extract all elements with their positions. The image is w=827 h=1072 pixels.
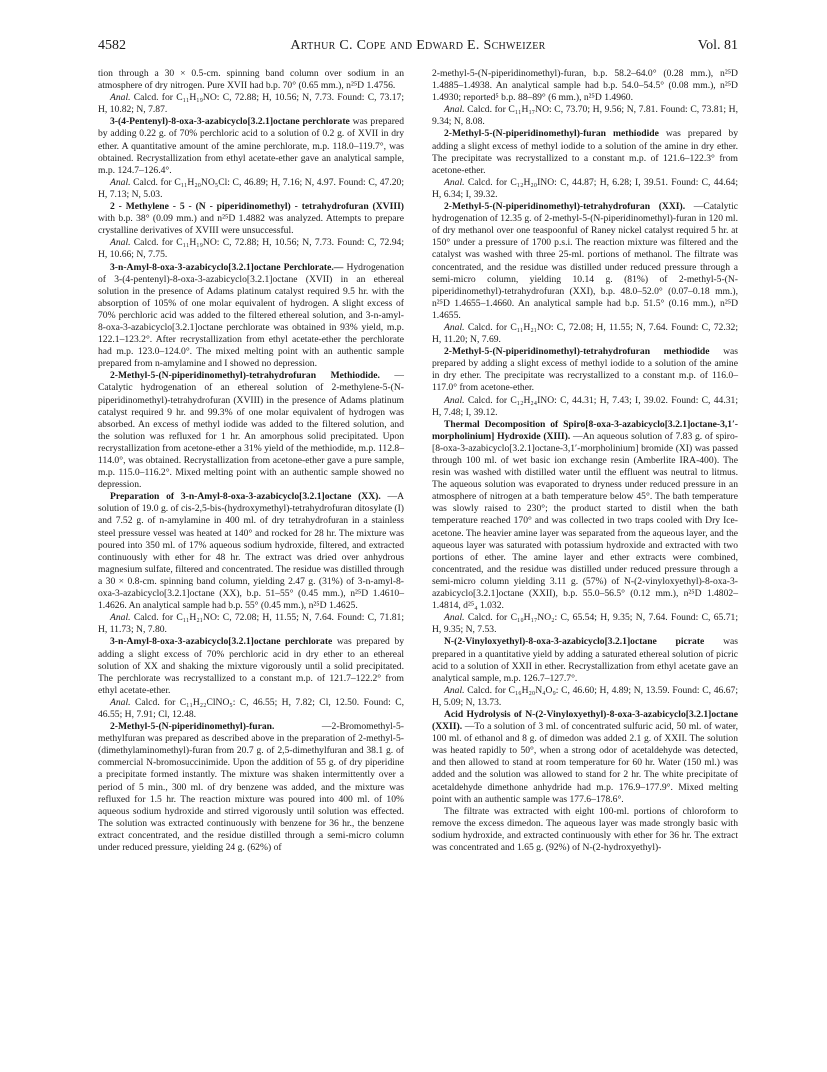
paragraph-text: —An aqueous solution of 7.83 g. of spiro-[8-oxa-3-azabicyclo[3.2.1]octane-3,1′-morpholinium] bromide (XI) was passed through 100 ml. of wet basic ion exchange resin (Amberlite IRA-400). The resin was washed with distilled water until the effluent was neutral to litmus. The aqueous solution was evaporated to dryness under reduced pressure in an atmosphere of nitrogen at a bath temperature below 45°. The bath temperature was slowly raised to 230°; the product started to distil when the bath temperature reached 170° and was collected in two traps cooled with Dry Ice-acetone. The heavier amine layer was separated from the aqueous layer, and the aqueous layer was saturated with potassium hydroxide and extracted with two portions of ether. The amine layer and ether extracts were combined, concentrated, and the residue was distilled under reduced pressure through a semi-micro column yielding 3.11 g. (57%) of N-(2-vinyloxyethyl)-8-oxa-3-azabicyclo[3.2.1]octane (XXII), b.p. 55.0–56.5° (0.12 mm.), n²⁵D 1.4802–1.4814, d²⁵₄ 1.032. <box>432 430 738 612</box>
right-column <box>432 68 738 854</box>
analysis-label: Anal. <box>444 176 465 188</box>
paragraph-text: Calcd. for C₁₁H₁₉NO: C, 72.88; H, 10.56; N, 7.73. Found: C, 73.17; H, 10.82; N, 7.87. <box>98 92 405 116</box>
paragraph <box>432 201 738 322</box>
analysis-label: Anal. <box>444 104 465 116</box>
paragraph <box>432 346 738 394</box>
paragraph <box>432 806 738 854</box>
paragraph-heading: N-(2-Vinyloxyethyl)-8-oxa-3-azabicyclo[3.2.1]octane picrate <box>444 636 705 648</box>
paragraph <box>432 709 738 806</box>
paragraph <box>98 697 404 721</box>
paragraph-heading: 3-(4-Pentenyl)-8-oxa-3-azabicyclo[3.2.1]octane perchlorate <box>110 116 350 128</box>
paragraph-text: with b.p. 38° (0.09 mm.) and n²⁵D 1.4882 was analyzed. Attempts to prepare crystalline derivatives of XVIII were unsuccessful. <box>98 213 404 237</box>
paragraph-text: Calcd. for C₁₆H₂₀N₄O₉: C, 46.60; H, 4.89; N, 13.59. Found: C, 46.67; H, 5.09; N, 13.73. <box>432 684 738 708</box>
paragraph <box>98 721 404 854</box>
analysis-label: Anal. <box>110 237 131 249</box>
paragraph <box>98 201 404 237</box>
paragraph-text: Calcd. for C₁₂H₂₄INO: C, 44.31; H, 7.43; I, 39.02. Found: C, 44.31; H, 7.48; I, 39.12. <box>432 394 738 418</box>
paragraph-text: —A solution of 19.0 g. of cis-2,5-bis-(hydroxymethyl)-tetrahydrofuran ditosylate (I) and 7.52 g. of n-amylamine in 400 ml. of dry tetrahydrofuran in a stainless steel pressure vessel was heated at 140° and rocked for 28 hr. The mixture was poured into 350 ml. of 17% aqueous sodium hydroxide, filtered, and extracted continuously with ether for 48 hr. The extract was dried over anhydrous magnesium sulfate, filtered and concentrated. The residue was distilled through a 30 × 0.8-cm. spinning band column, yielding 2.47 g. (31%) of 3-n-amyl-8-oxa-3-azabicyclo[3.2.1]octane (XX), b.p. 51–55° (0.45 mm.), n²⁵D 1.4610–1.4626. An analytical sample had b.p. 55° (0.45 mm.), n²⁵D 1.4625. <box>98 491 404 612</box>
paragraph-heading: Preparation of 3-n-Amyl-8-oxa-3-azabicyclo[3.2.1]octane (XX). <box>110 491 381 503</box>
page-number: 4582 <box>98 38 126 53</box>
analysis-label: Anal. <box>110 696 131 708</box>
paragraph-text: Hydrogenation of 3-(4-pentenyl)-8-oxa-3-azabicyclo[3.2.1]octane (XVII) in an ethereal solution in the presence of Adams platinum catalyst required 9.5 hr. with the absorption of 105% of one molar equivalent of hydrogen. A slight excess of 70% perchloric acid was added to the filtered ethereal solution, and 3-n-amyl-8-oxa-3-azabicyclo[3.2.1]octane perchlorate was obtained in 93% yield, m.p. 122.1–123.2°. After recrystallization from ethyl acetate-ether the perchlorate had m.p. 123.0–124.0°. The mixed melting point with an authentic sample prepared from n-amylamine and I showed no depression. <box>98 261 404 370</box>
paragraph-text: —To a solution of 3 ml. of concentrated sulfuric acid, 50 ml. of water, 100 ml. of ethanol and 8 g. of dimedon was added 2.1 g. of XXII. The solution was heated rapidly to 50°, when a strong odor of acetaldehyde was detected, and then allowed to stand at room temperature for 60 hr. Water (150 ml.) was added and the solution was allowed to stand for 2 hr. The white precipitate of acetaldehyde dimethone anhydride had m.p. 176.9–177.9°. Mixed melting point with an authentic sample was 177.6–178.6°. <box>432 721 738 805</box>
analysis-label: Anal. <box>444 612 465 624</box>
analysis-label: Anal. <box>444 684 465 696</box>
paragraph-text: Calcd. for C₁₁H₂₁NO: C, 72.08; H, 11.55; N, 7.64. Found: C, 71.81; H, 11.73; N, 7.80. <box>98 612 404 636</box>
paragraph-heading: 3-n-Amyl-8-oxa-3-azabicyclo[3.2.1]octane Perchlorate.— <box>110 261 344 273</box>
paragraph-heading: 3-n-Amyl-8-oxa-3-azabicyclo[3.2.1]octane perchlorate <box>110 636 333 648</box>
analysis-label: Anal. <box>110 92 131 104</box>
paragraph <box>432 636 738 684</box>
paragraph <box>432 177 738 201</box>
paragraph <box>432 104 738 128</box>
paragraph-heading: 2 - Methylene - 5 - (N - piperidinomethyl) - tetrahydrofuran (XVIII) <box>110 201 404 213</box>
paragraph-text: 2-methyl-5-(N-piperidinomethyl)-furan, b.p. 58.2–64.0° (0.28 mm.), n²⁵D 1.4885–1.4938. An analytical sample had b.p. 54.0–54.5° (0.08 mm.), n²⁵D 1.4930; reported⁵ b.p. 88–89° (6 mm.), n²⁵D 1.4960. <box>432 68 738 104</box>
paragraph-heading: 2-Methyl-5-(N-piperidinomethyl)-furan methiodide <box>444 128 659 140</box>
paragraph-heading: 2-Methyl-5-(N-piperidinomethyl)-tetrahydrofuran Methiodide. <box>110 370 380 382</box>
paragraph-heading: 2-Methyl-5-(N-piperidinomethyl)-tetrahydrofuran (XXI). <box>444 201 686 213</box>
paragraph-text: Calcd. for C₁₁H₂₀NO₅Cl: C, 46.89; H, 7.16; N, 4.97. Found: C, 47.20; H, 7.13; N, 5.03. <box>98 176 404 200</box>
paragraph-text: was prepared by adding a slight excess of 70% perchloric acid in dry ether to an ethereal solution of XX and shaking the mixture vigorously until a solid precipitated. The perchlorate was recrystallized to a constant m.p. of 121.7–122.2° from ethyl acetate-ether. <box>98 636 404 696</box>
paragraph <box>98 237 404 261</box>
paragraph-heading: Acid Hydrolysis of N-(2-Vinyloxyethyl)-8-oxa-3-azabicyclo[3.2.1]octane (XXII). <box>432 708 738 733</box>
paragraph-text: Calcd. for C₁₂H₂₀INO: C, 44.87; H, 6.28; I, 39.51. Found: C, 44.64; H, 6.34; I, 39.32. <box>432 176 738 200</box>
paragraph-text: was prepared in a quantitative yield by adding a saturated ethereal solution of picric acid to a solution of XXII in ether. Recrystallization from ethyl acetate gave an analytical sample, m.p. 126.7–127.7°. <box>432 636 738 684</box>
paragraph <box>98 68 404 92</box>
paragraph-text: was prepared by adding a slight excess of methyl iodide to a solution of the amine in dry ether. The precipitate was recrystallized to a constant m.p. of 116.0–117.0° from acetone-ether. <box>432 346 738 394</box>
paragraph-text: was prepared by adding a slight excess of methyl iodide to a solution of the amine in dry ether. The precipitate was recrystallized to a constant m.p. of 121.6–122.3° from acetone-ether. <box>432 128 738 176</box>
running-authors: Arthur C. Cope and Edward E. Schweizer <box>290 38 546 53</box>
paragraph-text: was prepared by adding 0.22 g. of 70% perchloric acid to a solution of 0.2 g. of XVII in dry ether. A quantitative amount of the amine perchlorate, m.p. 118.0–119.7°, was obtained. Recrystallization from ethyl acetate-ether gave an analytical sample, m.p. 124.7–126.4°. <box>98 116 404 176</box>
paragraph <box>432 685 738 709</box>
paragraph <box>98 262 404 371</box>
paragraph <box>432 419 738 613</box>
paragraph-text: Calcd. for C₁₁H₂₁NO: C, 72.08; H, 11.55; N, 7.64. Found: C, 72.32; H, 11.20; N, 7.69. <box>432 321 738 346</box>
paragraph-text: The filtrate was extracted with eight 100-ml. portions of chloroform to remove the excess dimedon. The aqueous layer was made strongly basic with sodium hydroxide, and extracted continuously with ether for 36 hr. The extract was concentrated and 1.65 g. (92%) of N-(2-hydroxyethyl)- <box>432 805 738 853</box>
paragraph <box>432 128 738 176</box>
paragraph-text: Calcd. for C₁₁H₂₂ClNO₅: C, 46.55; H, 7.82; Cl, 12.50. Found: C, 46.55; H, 7.91; Cl, 12.48. <box>98 696 404 720</box>
paragraph-text: Calcd. for C₁₁H₁₇NO: C, 73.70; H, 9.56; N, 7.81. Found: C, 73.81; H, 9.34; N, 8.08. <box>432 104 738 128</box>
paragraph-text: Calcd. for C₁₁H₁₉NO: C, 72.88; H, 10.56; N, 7.73. Found: C, 72.94; H, 10.66; N, 7.75. <box>98 237 405 261</box>
paragraph-text: —Catalytic hydrogenation of 12.35 g. of 2-methyl-5-(N-piperidinomethyl)-furan in 120 ml. of dry methanol over one teaspoonful of Raney nickel catalyst required 5 hr. at 150° under a pressure of 1700 p.s.i. The reaction mixture was filtered and the catalyst was washed with three 25-ml. portions of methanol. The filtrate was concentrated, and the residue was distilled under reduced pressure through a semi-micro column, yielding 10.14 g. (81%) of 2-methyl-5-(N-piperidinomethyl)-tetrahydrofuran (XXI), b.p. 48.0–52.0° (0.07–0.18 mm.), n²⁵D 1.4655–1.4660. An analytical sample had b.p. 51.5° (0.16 mm.), n²⁵D 1.4655. <box>432 201 738 321</box>
paragraph <box>98 116 404 176</box>
analysis-label: Anal. <box>444 321 465 333</box>
left-column <box>98 68 404 854</box>
paragraph-heading: Thermal Decomposition of Spiro[8-oxa-3-azabicyclo[3.2.1]octane-3,1′-morpholinium] Hydroxide (XIII). <box>432 418 738 442</box>
paragraph-heading: 2-Methyl-5-(N-piperidinomethyl)-tetrahydrofuran methiodide <box>444 346 710 358</box>
paragraph <box>98 612 404 636</box>
paragraph <box>98 177 404 201</box>
paragraph <box>98 636 404 696</box>
page-header <box>98 38 738 58</box>
paragraph <box>432 68 738 104</box>
paragraph <box>98 92 404 116</box>
paragraph-text: Calcd. for C₁₀H₁₇NO₂: C, 65.54; H, 9.35; N, 7.64. Found: C, 65.71; H, 9.35; N, 7.53. <box>432 612 739 636</box>
paragraph <box>98 370 404 491</box>
paragraph <box>432 322 738 346</box>
analysis-label: Anal. <box>110 612 131 624</box>
paragraph <box>432 612 738 636</box>
paragraph <box>432 395 738 419</box>
paragraph-text: —Catalytic hydrogenation of an ethereal solution of 2-methylene-5-(N-piperidinomethyl)-tetrahydrofuran (XVIII) in the presence of Adams platinum catalyst required 9 hr. and 99.3% of one molar equivalent of hydrogen was absorbed. An excess of methyl iodide was added to the filtered solution, and the solution was refluxed for 1 hr. An amorphous solid precipitated. Upon recrystallization from acetone-ether a 31% yield of the methiodide, m.p. 112.8–114.0°, was obtained. Recrystallization from acetone-ether gave a pure sample, m.p. 115.0–116.2°. Mixed melting point with an authentic sample showed no depression. <box>98 370 404 491</box>
volume-label: Vol. 81 <box>697 38 738 53</box>
analysis-label: Anal. <box>110 176 131 188</box>
paragraph <box>98 491 404 612</box>
paragraph-text: —2-Bromomethyl-5-methylfuran was prepared as described above in the preparation of 2-methyl-5-(dimethylaminomethyl)-furan from 20.7 g. of 2,5-dimethylfuran and 38.1 g. of commercial N-bromosuccinimide. Upon the addition of 55 g. of dry piperidine a precipitate formed instantly. The mixture was shaken intermittently over a period of 5 min., 300 ml. of dry benzene was added, and the mixture was refluxed for 1.5 hr. The reaction mixture was poured into 400 ml. of 10% aqueous sodium hydroxide and stirred vigorously until solution was effected. The solution was extracted continuously with benzene for 36 hr., the benzene extract concentrated, and the residue distilled through a semi-micro column under reduced pressure, yielding 24 g. (62%) of <box>98 721 404 853</box>
paragraph-heading: 2-Methyl-5-(N-piperidinomethyl)-furan. <box>110 721 275 733</box>
paragraph-text: tion through a 30 × 0.5-cm. spinning band column over sodium in an atmosphere of dry nitrogen. Pure XVII had b.p. 70° (0.65 mm.), n²⁵D 1.4756. <box>98 68 404 92</box>
analysis-label: Anal. <box>444 394 465 406</box>
